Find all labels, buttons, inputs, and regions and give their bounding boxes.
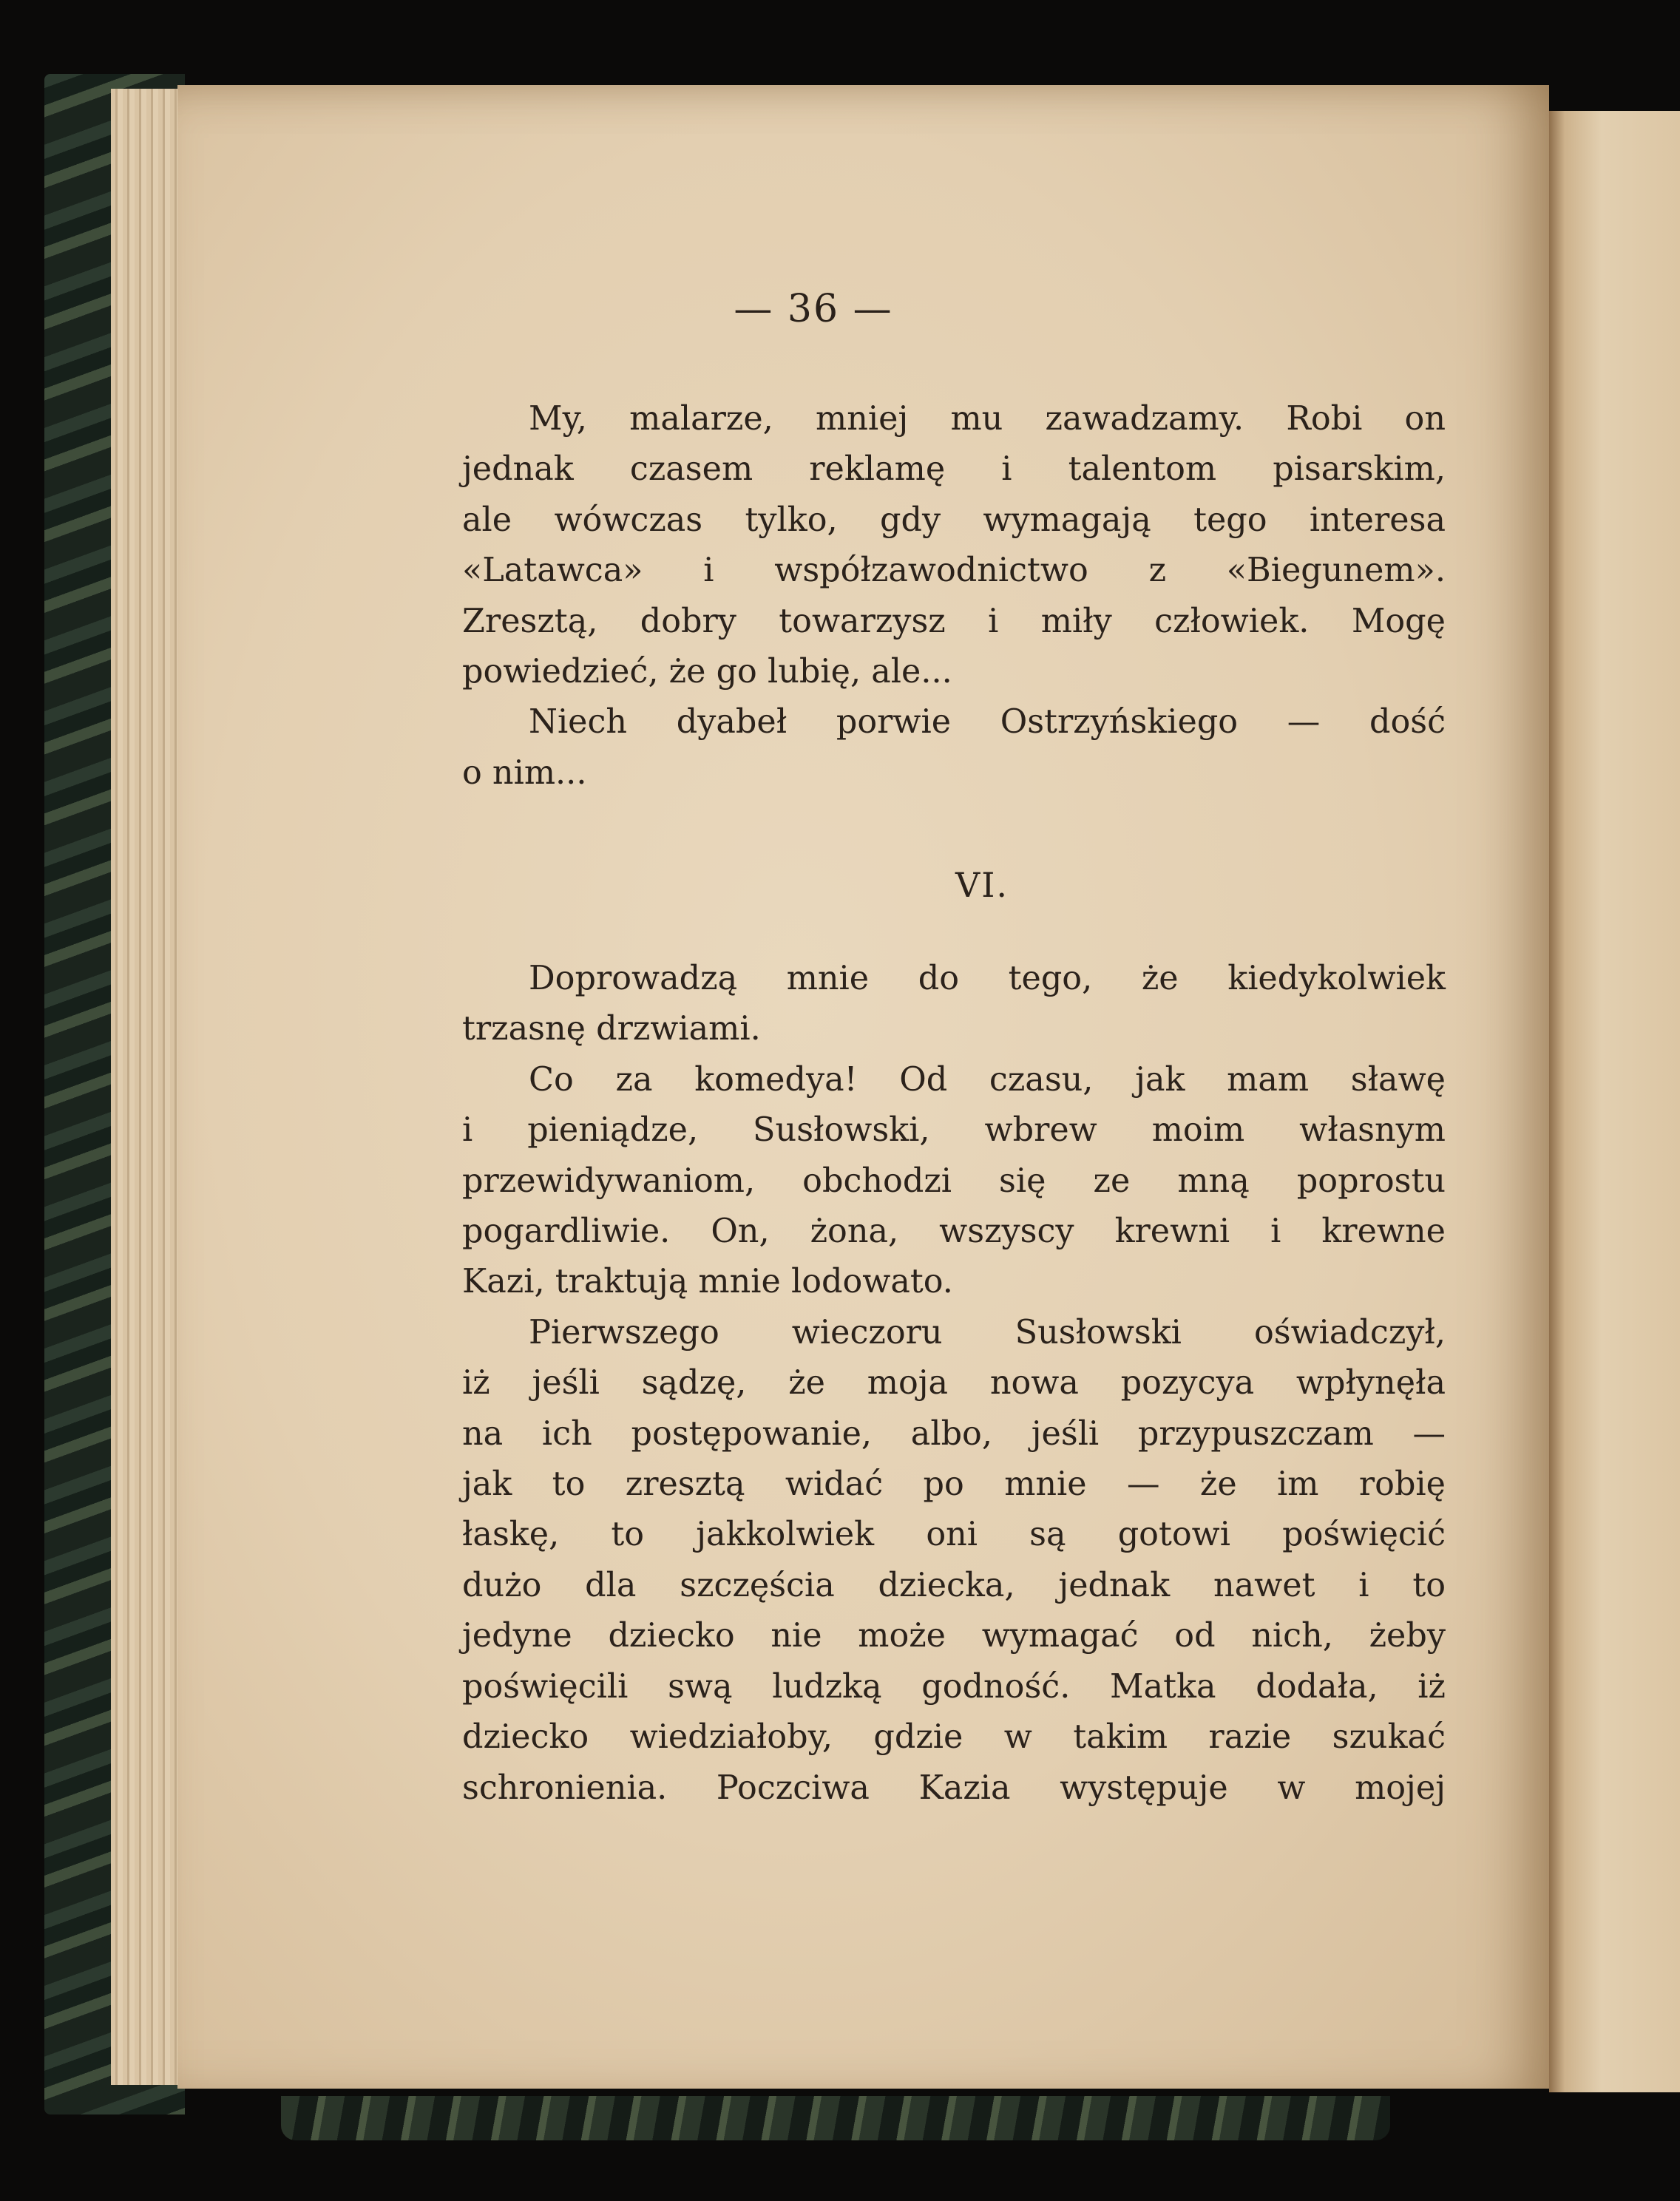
text-line: na ich postępowanie, albo, jeśli przypuszczam —: [462, 1414, 1446, 1453]
text-block-before-heading: [462, 394, 1446, 798]
text-line: Kazi, traktują mnie lodowato.: [462, 1263, 953, 1301]
text-line: łaskę, to jakkolwiek oni są gotowi poświęcić: [462, 1516, 1446, 1554]
text-line: Zresztą, dobry towarzysz i miły człowiek. Mogę: [462, 602, 1446, 640]
text-line: jedyne dziecko nie może wymagać od nich, żeby: [462, 1617, 1446, 1655]
text-line: i pieniądze, Susłowski, wbrew moim własnym: [462, 1111, 1446, 1150]
text-line: Pierwszego wieczoru Susłowski oświadczył,: [529, 1313, 1446, 1352]
text-line: przewidywaniom, obchodzi się ze mną poprostu: [462, 1161, 1446, 1200]
text-line: pogardliwie. On, żona, wszyscy krewni i krewne: [462, 1213, 1446, 1251]
page-number: — 36 —: [734, 287, 893, 331]
text-line: Co za komedya! Od czasu, jak mam sławę: [529, 1060, 1446, 1099]
section-heading: VI.: [955, 865, 1009, 905]
text-line: ale wówczas tylko, gdy wymagają tego interesa: [462, 501, 1446, 539]
text-line: dziecko wiedziałoby, gdzie w takim razie szukać: [462, 1718, 1446, 1757]
text-line: powiedzieć, że go lubię, ale...: [462, 653, 952, 691]
text-block-after-heading: [462, 954, 1446, 1814]
text-line: iż jeśli sądzę, że moja nowa pozycya wpłynęła: [462, 1364, 1446, 1403]
text-line: jak to zresztą widać po mnie — że im robię: [462, 1465, 1446, 1504]
text-line: «Latawca» i współzawodnictwo z «Biegunem».: [462, 552, 1446, 590]
facing-page-right: [1549, 111, 1680, 2092]
text-line: poświęcili swą ludzką godność. Matka dodała, iż: [462, 1667, 1446, 1706]
text-line: schronienia. Poczciwa Kazia występuje w mojej: [462, 1768, 1446, 1807]
text-line: Doprowadzą mnie do tego, że kiedykolwiek: [529, 960, 1446, 997]
text-line: dużo dla szczęścia dziecka, jednak nawet i to: [462, 1566, 1446, 1604]
text-line: My, malarze, mniej mu zawadzamy. Robi on: [529, 400, 1446, 438]
text-line: trzasnę drzwiami.: [462, 1010, 761, 1048]
text-line: o nim...: [462, 753, 587, 792]
text-line: Niech dyabeł porwie Ostrzyńskiego — dość: [529, 703, 1446, 742]
text-line: jednak czasem reklamę i talentom pisarskim,: [462, 450, 1446, 489]
marbled-cover-bottom: [281, 2096, 1390, 2140]
